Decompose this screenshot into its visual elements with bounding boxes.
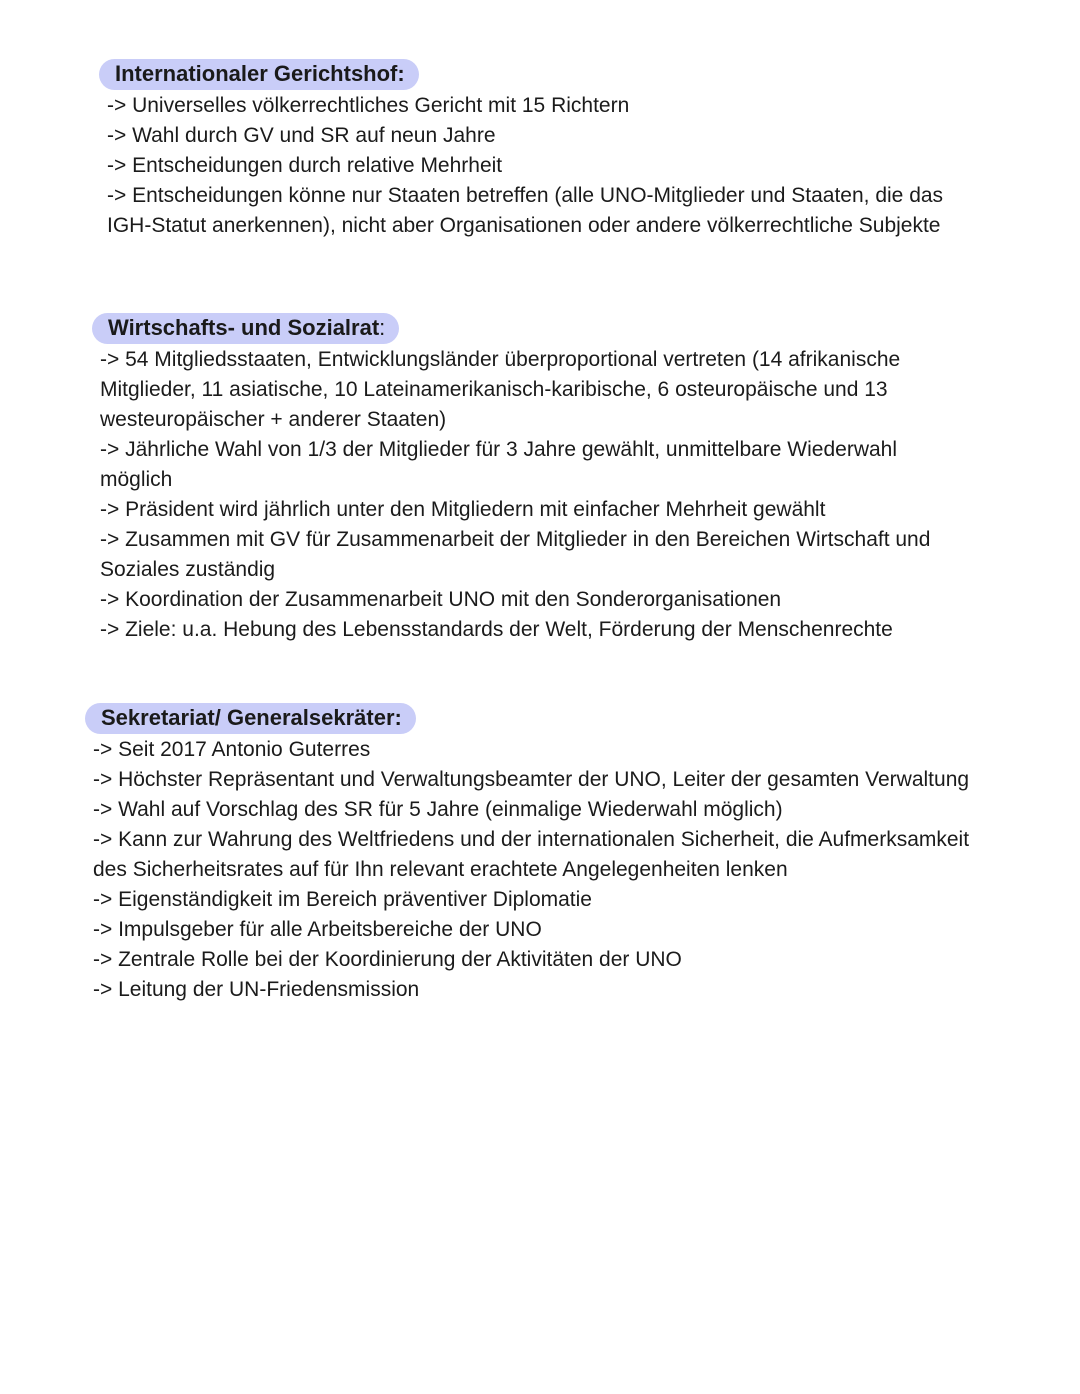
text-line: -> Entscheidungen durch relative Mehrheit xyxy=(107,154,503,177)
section-body xyxy=(107,91,1040,241)
heading-text: Sekretariat/ Generalsekräter xyxy=(101,705,395,730)
text-line: -> Entscheidungen könne nur Staaten betreffen (alle UNO-Mitglieder und Staaten, die das xyxy=(107,184,944,207)
text-line: möglich xyxy=(100,468,173,491)
heading-colon: : xyxy=(397,61,405,86)
text-line: -> Leitung der UN-Friedensmission xyxy=(93,978,420,1001)
text-line: -> Eigenständigkeit im Bereich präventiver Diplomatie xyxy=(93,888,592,911)
text-line: -> Präsident wird jährlich unter den Mitgliedern mit einfacher Mehrheit gewählt xyxy=(100,498,826,521)
text-line: des Sicherheitsrates auf für Ihn relevant erachtete Angelegenheiten lenken xyxy=(93,858,788,881)
text-line: -> Wahl auf Vorschlag des SR für 5 Jahre (einmalige Wiederwahl möglich) xyxy=(93,798,783,821)
text-line: -> 54 Mitgliedsstaaten, Entwicklungsländer überproportional vertreten (14 afrikanische xyxy=(100,348,901,371)
text-line: Mitglieder, 11 asiatische, 10 Lateinamerikanisch-karibische, 6 osteuropäische und 13 xyxy=(100,378,888,401)
text-line: -> Zusammen mit GV für Zusammenarbeit der Mitglieder in den Bereichen Wirtschaft und xyxy=(100,528,931,551)
text-line: -> Kann zur Wahrung des Weltfriedens und der internationalen Sicherheit, die Aufmerksamkeit xyxy=(93,828,970,851)
text-line: westeuropäischer + anderer Staaten) xyxy=(100,408,447,431)
text-line: -> Jährliche Wahl von 1/3 der Mitglieder für 3 Jahre gewählt, unmittelbare Wiederwahl xyxy=(100,438,898,461)
section-internationaler-gerichtshof xyxy=(107,59,1040,241)
section-heading xyxy=(92,313,399,344)
section-heading xyxy=(99,59,419,90)
text-line: Soziales zuständig xyxy=(100,558,276,581)
text-line: IGH-Statut anerkennen), nicht aber Organisationen oder andere völkerrechtliche Subjekte xyxy=(107,214,941,237)
heading-colon: : xyxy=(379,315,386,340)
section-sekretariat xyxy=(93,703,1040,1005)
text-line: -> Impulsgeber für alle Arbeitsbereiche der UNO xyxy=(93,918,542,941)
heading-text: Internationaler Gerichtshof xyxy=(115,61,398,86)
text-line: -> Seit 2017 Antonio Guterres xyxy=(93,738,371,761)
text-line: -> Koordination der Zusammenarbeit UNO mit den Sonderorganisationen xyxy=(100,588,782,611)
heading-colon: : xyxy=(394,705,402,730)
heading-text: Wirtschafts- und Sozialrat xyxy=(108,315,380,340)
text-line: -> Höchster Repräsentant und Verwaltungsbeamter der UNO, Leiter der gesamten Verwaltung xyxy=(93,768,970,791)
section-heading xyxy=(85,703,416,734)
text-line: -> Ziele: u.a. Hebung des Lebensstandards der Welt, Förderung der Menschenrechte xyxy=(100,618,893,641)
text-line: -> Zentrale Rolle bei der Koordinierung der Aktivitäten der UNO xyxy=(93,948,682,971)
text-line: -> Universelles völkerrechtliches Gericht mit 15 Richtern xyxy=(107,94,630,117)
section-body xyxy=(100,345,1040,645)
section-wirtschafts-und-sozialrat xyxy=(100,313,1040,645)
text-line: -> Wahl durch GV und SR auf neun Jahre xyxy=(107,124,496,147)
section-body xyxy=(93,735,1040,1005)
